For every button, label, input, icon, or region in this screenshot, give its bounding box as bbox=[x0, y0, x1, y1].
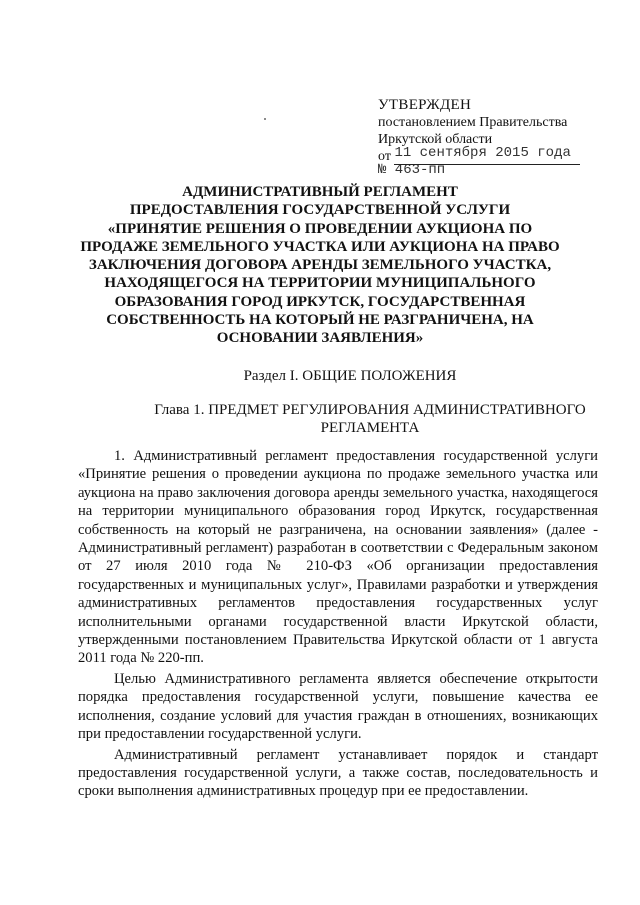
title-line: СОБСТВЕННОСТЬ НА КОТОРЫЙ НЕ РАЗГРАНИЧЕНА, НА bbox=[106, 312, 534, 329]
approval-date-line bbox=[378, 145, 618, 166]
paragraph: Административный регламент устанавливает порядок и стандарт предоставления государственной услуги, а также состав, последовательность и сроки выполнения административных процедур при ее предоставлении. bbox=[78, 746, 598, 800]
approval-stamp bbox=[378, 97, 618, 179]
approval-line-1: постановлением Правительства bbox=[378, 115, 568, 130]
approval-line-2: Иркутской области bbox=[378, 132, 493, 147]
title-line: ОСНОВАНИИ ЗАЯВЛЕНИЯ» bbox=[216, 330, 424, 347]
approval-number: № 463-пп bbox=[378, 162, 446, 178]
approval-title: УТВЕРЖДЕН bbox=[378, 97, 472, 113]
paragraph: Целью Административного регламента является обеспечение открытости порядка предоставления государственной услуги, повышение качества ее исполнения, создание условий для участия граждан в отношениях, возникающих при предоставлении государственной услуги. bbox=[78, 670, 598, 743]
document-title bbox=[60, 183, 580, 348]
approval-date: 11 сентября 2015 года bbox=[394, 145, 571, 161]
title-line: НАХОДЯЩЕГОСЯ НА ТЕРРИТОРИИ МУНИЦИПАЛЬНОГО bbox=[104, 275, 536, 292]
title-line: ЗАКЛЮЧЕНИЯ ДОГОВОРА АРЕНДЫ ЗЕМЕЛЬНОГО УЧАСТКА, bbox=[88, 257, 552, 274]
title-line: АДМИНИСТРАТИВНЫЙ РЕГЛАМЕНТ bbox=[182, 184, 458, 200]
title-line: ПРОДАЖЕ ЗЕМЕЛЬНОГО УЧАСТКА ИЛИ АУКЦИОНА НА ПРАВО bbox=[80, 238, 560, 255]
section-heading: Раздел I. ОБЩИЕ ПОЛОЖЕНИЯ bbox=[243, 368, 457, 384]
paragraph: 1. Административный регламент предоставления государственной услуги «Принятие решения о проведении аукциона по продаже земельного участка или аукциона на право заключения договора аренды земельного участка, находящегося на территории муниципального образования город Иркутск, государственная собственность на который не разграничена, на основании заявления» (далее - Административный регламент) разработан в соответствии с Федеральным законом от 27 июля 2010 года № 210-ФЗ «Об организации предоставления государственных и муниципальных услуг», Правилами разработки и утверждения административных регламентов предоставления государственных услуг исполнительными органами государственной власти Иркутской области, утвержденными постановлением Правительства Иркутской области от 1 августа 2011 года № 220-пп. bbox=[78, 448, 598, 667]
title-line: ПРЕДОСТАВЛЕНИЯ ГОСУДАРСТВЕННОЙ УСЛУГИ bbox=[129, 202, 511, 219]
document-body bbox=[78, 447, 598, 801]
scan-speck bbox=[264, 118, 266, 120]
approval-from-label: от bbox=[378, 149, 391, 164]
chapter-line-2: РЕГЛАМЕНТА bbox=[320, 420, 420, 436]
chapter-line-1: Глава 1. ПРЕДМЕТ РЕГУЛИРОВАНИЯ АДМИНИСТРАТИВНОГО bbox=[154, 402, 586, 418]
date-underline bbox=[394, 164, 580, 165]
title-line: «ПРИНЯТИЕ РЕШЕНИЯ О ПРОВЕДЕНИИ АУКЦИОНА ПО bbox=[107, 220, 533, 237]
title-line: ОБРАЗОВАНИЯ ГОРОД ИРКУТСК, ГОСУДАРСТВЕННАЯ bbox=[114, 293, 526, 310]
chapter-heading bbox=[120, 401, 620, 437]
